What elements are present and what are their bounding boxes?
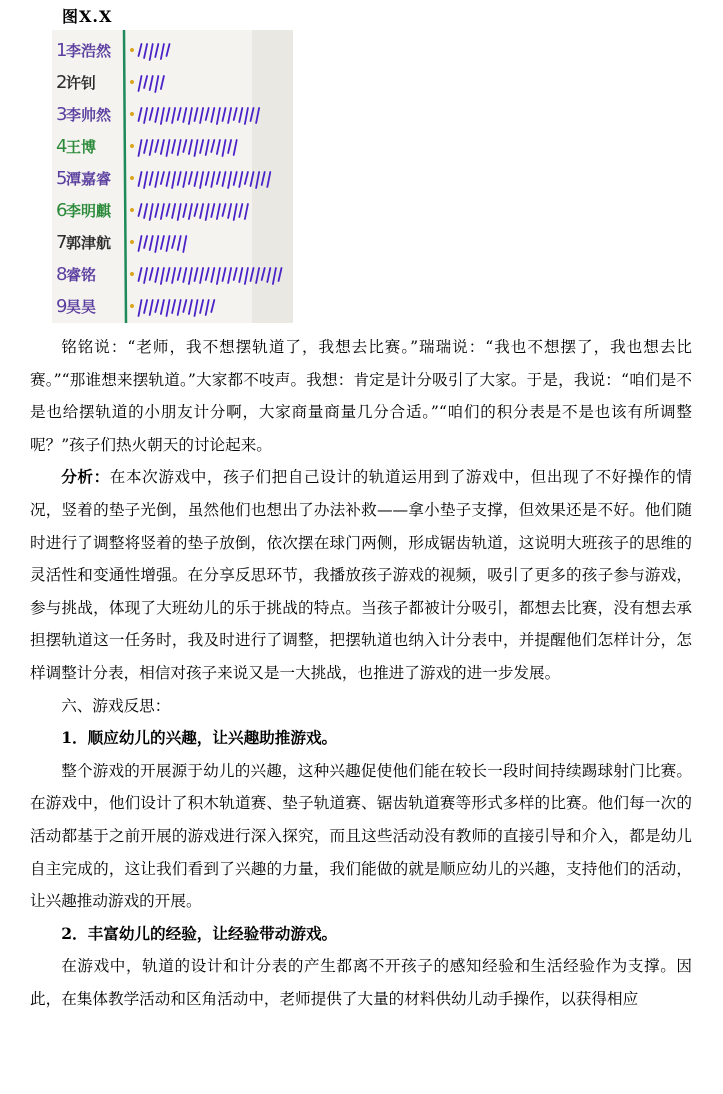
analysis-paragraph [30, 461, 692, 689]
row-number: 2 [56, 72, 68, 93]
row-name: 潭嘉睿 [66, 170, 112, 188]
row-mark [130, 240, 134, 244]
row-name: 郭津航 [66, 234, 112, 252]
row-name: 王博 [66, 138, 97, 156]
row-mark [130, 48, 134, 52]
row-name: 李明麒 [66, 202, 112, 220]
row-mark [130, 144, 134, 148]
row-name: 睿铭 [66, 266, 97, 284]
row-mark [130, 304, 134, 308]
row-name: 李浩然 [66, 42, 112, 60]
row-number: 5 [56, 168, 68, 189]
row-mark [130, 176, 134, 180]
row-number: 7 [56, 232, 68, 253]
row-mark [130, 208, 134, 212]
score-sheet-photo [52, 30, 293, 323]
row-mark [130, 272, 134, 276]
row-name: 昊昊 [66, 298, 97, 316]
row-number: 4 [56, 136, 68, 157]
body-text [30, 331, 692, 1015]
paragraph: 铭铭说：“老师，我不想摆轨道了，我想去比赛。”瑞瑞说：“我也不想摆了，我也想去比赛。”“那谁想来摆轨道。”大家都不吱声。我想：肯定是计分吸引了大家。于是，我说：“咱们是不是也给摆轨道的小朋友计分啊，大家商量商量几分合适。”“咱们的积分表是不是也该有所调整呢？”孩子们热火朝天的讨论起来。 [30, 338, 692, 454]
analysis-text: 在本次游戏中，孩子们把自己设计的轨道运用到了游戏中，但出现了不好操作的情况，竖着的垫子光倒，虽然他们也想出了办法补救——拿小垫子支撑，但效果还是不好。他们随时进行了调整将竖着的垫子放倒，依次摆在球门两侧，形成锯齿轨道，这说明大班孩子的思维的灵活性和变通性增强。在分享反思环节，我播放孩子游戏的视频，吸引了更多的孩子参与游戏，参与挑战，体现了大班幼儿的乐于挑战的特点。当孩子都被计分吸引，都想去比赛，没有想去承担摆轨道这一任务时，我及时进行了调整，把摆轨道也纳入计分表中，并提醒他们怎样计分，怎样调整计分表，相信对孩子来说又是一大挑战，也推进了游戏的进一步发展。 [30, 468, 692, 682]
analysis-lead: 分析： [61, 467, 110, 487]
paragraph: 整个游戏的开展源于幼儿的兴趣，这种兴趣促使他们能在较长一段时间持续踢球射门比赛。在游戏中，他们设计了积木轨道赛、垫子轨道赛、锯齿轨道赛等形式多样的比赛。他们每一次的活动都基于之前开展的游戏进行深入探究，而且这些活动没有教师的直接引导和介入，都是幼儿自主完成的，这让我们看到了兴趣的力量，我们能做的就是顺应幼儿的兴趣，支持他们的活动，让兴趣推动游戏的开展。 [30, 761, 692, 911]
row-number: 1 [56, 40, 68, 61]
score-sheet-drawing [52, 30, 293, 323]
row-number: 8 [56, 264, 68, 285]
row-mark [130, 112, 134, 116]
row-mark [130, 80, 134, 84]
paragraph: 在游戏中，轨道的设计和计分表的产生都离不开孩子的感知经验和生活经验作为支撑。因此，在集体教学活动和区角活动中，老师提供了大量的材料供幼儿动手操作，以获得相应 [30, 957, 692, 1008]
row-number: 9 [56, 296, 68, 317]
figure-label: 图X.X [62, 7, 113, 26]
row-name: 李帅然 [66, 106, 112, 124]
row-name: 许钊 [66, 74, 97, 92]
row-number: 6 [56, 200, 68, 221]
section-heading: 六、游戏反思： [61, 696, 171, 715]
subheading-1: 1．顺应幼儿的兴趣，让兴趣助推游戏。 [61, 728, 338, 748]
subheading-2: 2．丰富幼儿的经验，让经验带动游戏。 [61, 923, 338, 943]
row-number: 3 [56, 104, 68, 125]
